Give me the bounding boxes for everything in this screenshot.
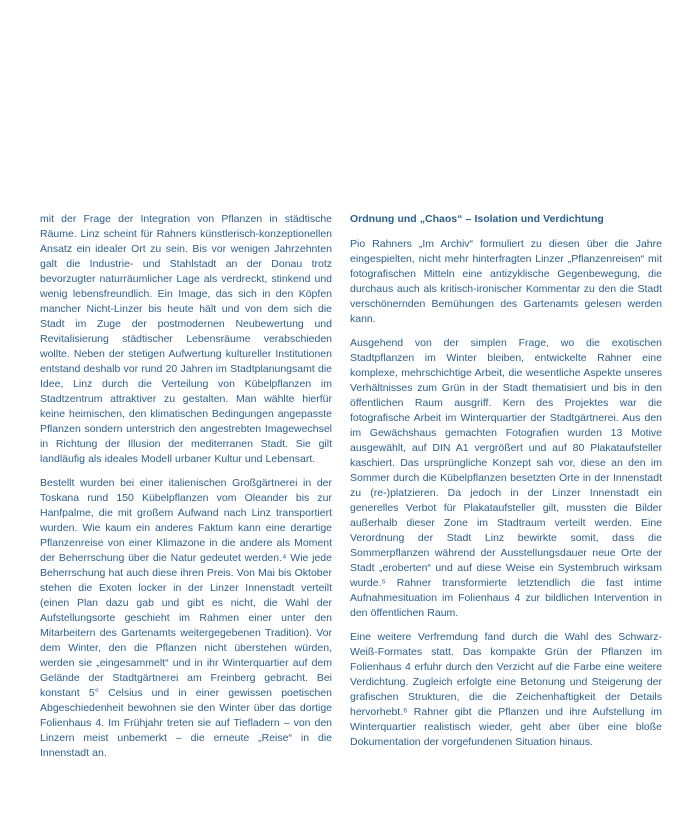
paragraph: Pio Rahners „Im Archiv“ formuliert zu diesen über die Jahre eingespielten, nicht mehr hinterfragten Linzer „Pflanzenreisen“ mit fotografischen Mitteln eine antizyklische Gegenbewegung, die durchaus auch als kritisch-ironischer Kommentar zu den die Stadt verschönernden Bemühungen des Gartenamts gelesen werden kann. (350, 238, 662, 325)
paragraph: Ausgehend von der simplen Frage, wo die exotischen Stadtpflanzen im Winter bleiben, entwickelte Rahner eine komplexe, mehrschichtige Arbeit, die wesentliche Aspekte unseres Verhältnisses zum Grün in der Stadt thematisiert und bis in den öffentlichen Raum ausgriff. Kern des Projektes war die fotografische Arbeit im Winterquartier der Stadtgärtnerei. Aus den im Gewächshaus gemachten Fotografien wurden 13 Motive ausgewählt, auf DIN A1 vergrößert und auf 80 Plakataufsteller kaschiert. Das ursprüngliche Konzept sah vor, diese an den im Sommer durch die Kübelpflanzen besetzten Orte in der Innenstadt zu (re-)platzieren. Da jedoch in der Linzer Innenstadt ein generelles Verbot für Plakataufsteller gilt, mussten die Bilder außerhalb dieser Zone im Stadtraum verteilt werden. Eine Verordnung der Stadt Linz bewirkte somit, dass die Sommerpflanzen während der Ausstellungsdauer neue Orte der Stadt „eroberten“ und auf diese Weise ein Systembruch wirksam wurde.⁵ Rahner transformierte letztendlich die fast intime Aufnahmesituation im Folienhaus 4 zur bildlichen Intervention in den öffentlichen Raum. (350, 337, 662, 619)
right-column-paragraphs (350, 237, 662, 750)
paragraph: Eine weitere Verfremdung fand durch die Wahl des Schwarz-Weiß-Formates statt. Das kompakte Grün der Pflanzen im Folienhaus 4 erfuhr durch den Verzicht auf die Farbe eine weitere Verdichtung. Zugleich erfolgte eine Betonung und Steigerung der grafischen Strukturen, die die Zeichenhaftigkeit der Details hervorhebt.⁶ Rahner gibt die Pflanzen und ihre Aufstellung im Winterquartier realistisch wieder, geht aber über eine bloße Dokumentation der vorgefundenen Situation hinaus. (350, 631, 662, 748)
paragraph: mit der Frage der Integration von Pflanzen in städtische Räume. Linz scheint für Rahners künstlerisch-konzeptionellen Ansatz ein idealer Ort zu sein. Bis vor wenigen Jahrzehnten galt die Industrie- und Stahlstadt an der Donau trotz bevorzugter naturräumlicher Lage als verdreckt, stinkend und wenig lebensfreundlich. Ein Image, das sich in den Köpfen mancher Nicht-Linzer bis heute hält und von dem sich die Stadt im Zuge der postmodernen Neubewertung und Revitalisierung städtischer Lebensräume verabschieden wollte. Neben der stetigen Aufwertung kultureller Institutionen entstand deshalb vor rund 20 Jahren im Stadtplanungsamt die Idee, Linz durch die Verteilung von Kübelpflanzen im Stadtzentrum attraktiver zu gestalten. Man wählte hierfür keine heimischen, den klimatischen Bedingungen angepasste Pflanzen sondern unterstrich den angestrebten Imagewechsel in Richtung der Illusion der mediterranen Stadt. Sie gilt landläufig als ideales Modell urbaner Kultur und Lebensart. (40, 213, 332, 465)
right-text-column (350, 212, 662, 750)
paragraph: Bestellt wurden bei einer italienischen Großgärtnerei in der Toskana rund 150 Kübelpflanzen vom Oleander bis zur Hanfpalme, die mit großem Aufwand nach Linz transportiert wurden. Wie kaum ein anderes Faktum kann eine derartige Pflanzenreise von einer Klimazone in die andere als Moment der Beherrschung über die Natur gedeutet werden.⁴ Wie jede Beherrschung hat auch diese ihren Preis. Von Mai bis Oktober stehen die Exoten locker in der Linzer Innenstadt verteilt (einen Plan dazu gab und gibt es nicht, die Wahl der Aufstellungsorte geschieht im Rahmen einer unter den Mitarbeitern des Gartenamts weitergegebenen Tradition). Vor dem Winter, den die Pflanzen nicht überstehen würden, werden sie „eingesammelt“ und in ihr Winterquartier auf dem Gelände der Stadtgärtnerei am Freinberg gebracht. Bei konstant 5° Celsius und in einer gewissen poetischen Abgeschiedenheit bewohnen sie den Winter über das dortige Folienhaus 4. Im Frühjahr treten sie auf Tiefladern – von den Linzern meist unbemerkt – die erneute „Reise“ in die Innenstadt an. (40, 477, 332, 759)
section-heading: Ordnung und „Chaos“ – Isolation und Verdichtung (350, 213, 604, 225)
left-text-column (40, 212, 332, 761)
